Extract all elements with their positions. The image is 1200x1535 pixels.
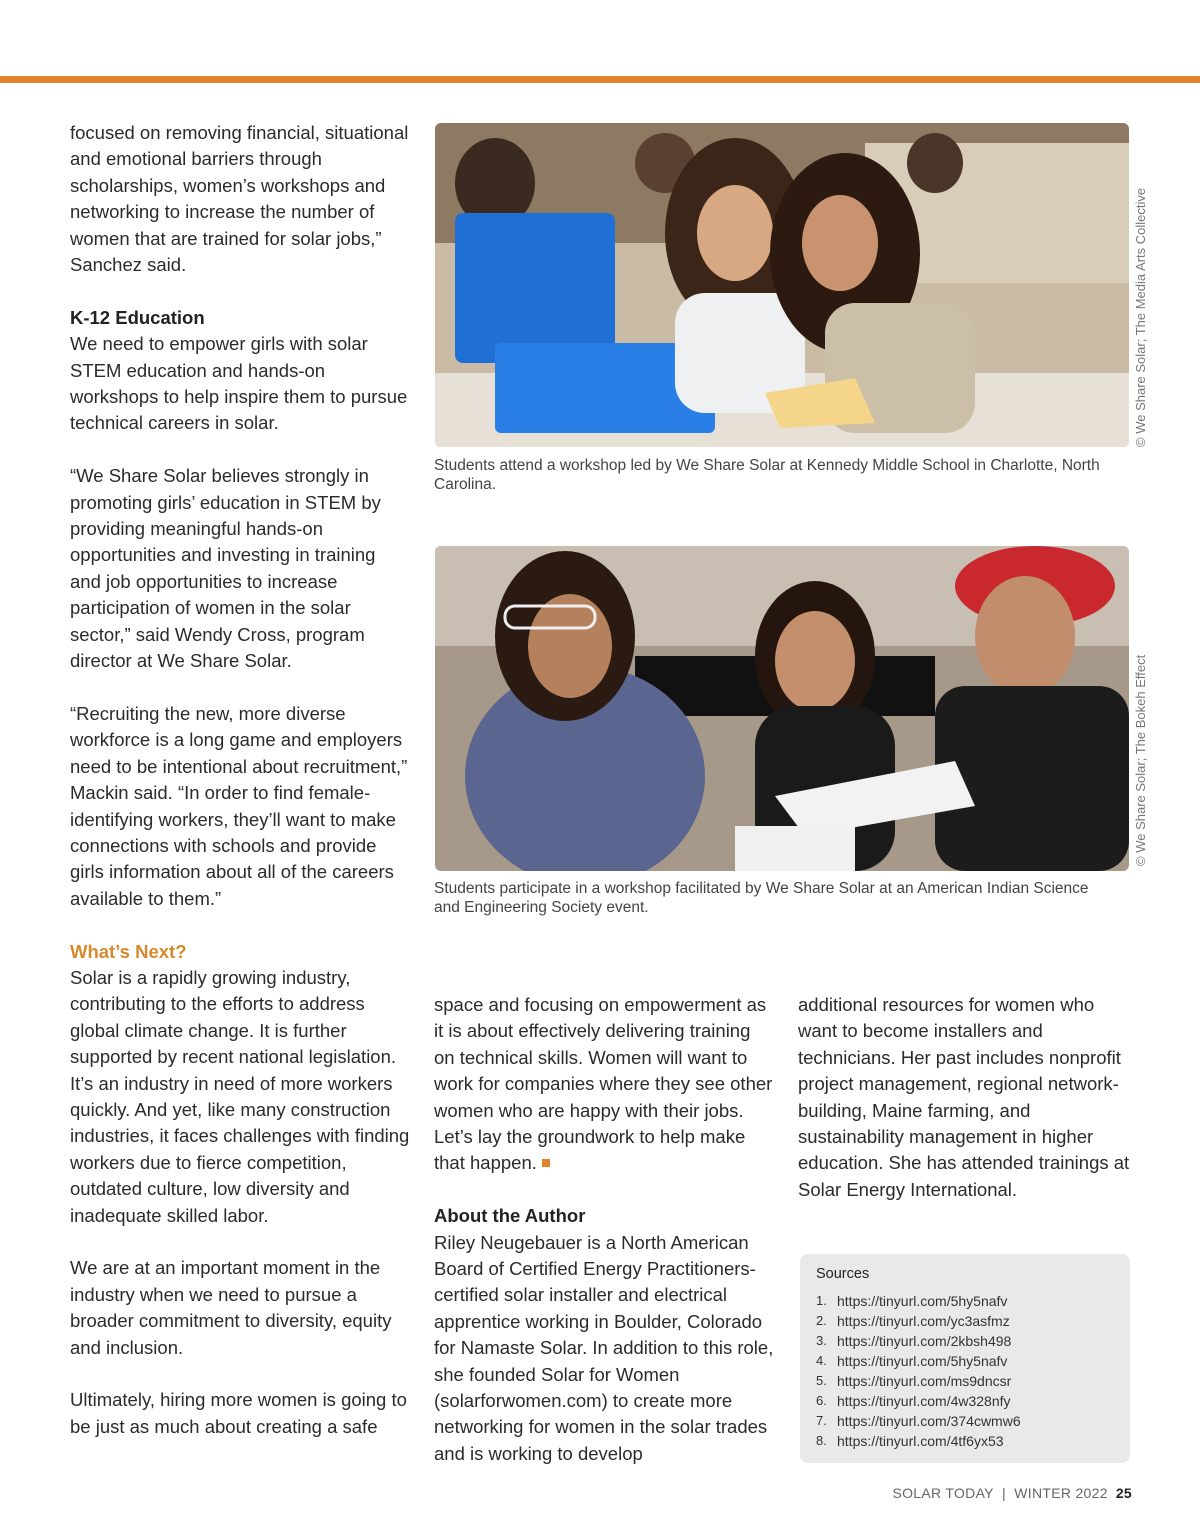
source-link[interactable]: https://tinyurl.com/5hy5nafv: [837, 1353, 1008, 1369]
source-number: 3.: [816, 1333, 827, 1348]
paragraph: [434, 992, 774, 1177]
paragraph: We are at an important moment in the industry when we need to pursue a broader commitment to diversity, equity and inclusion.: [70, 1257, 392, 1358]
paragraph-text: space and focusing on empowerment as it is about effectively delivering training on technical skills. Women will want to work for companies where they see other women who are happy with their jobs. Let’s lay the groundwork to help make that happen.: [434, 994, 773, 1174]
source-link[interactable]: https://tinyurl.com/2kbsh498: [837, 1333, 1012, 1349]
quote-paragraph: “We Share Solar believes strongly in promoting girls’ education in STEM by providing meaningful hands-on opportunities and investing in training and job opportunities to increase participation of women in the solar sector,” said Wendy Cross, program director at We Share Solar.: [70, 465, 381, 672]
sources-list: [816, 1291, 1021, 1451]
section-heading-k12: K-12 Education: [70, 306, 205, 328]
source-item: [816, 1291, 1021, 1311]
photo-caption: Students participate in a workshop facilitated by We Share Solar at an American Indian Science and Engineering Society event.: [434, 880, 1089, 916]
source-link[interactable]: https://tinyurl.com/5hy5nafv: [837, 1293, 1008, 1309]
source-item: [816, 1431, 1021, 1451]
source-item: [816, 1371, 1021, 1391]
article-column-right: [798, 992, 1138, 1203]
source-link[interactable]: https://tinyurl.com/374cwmw6: [837, 1413, 1021, 1429]
source-number: 5.: [816, 1373, 827, 1388]
page-footer: [892, 1485, 1132, 1501]
source-number: 6.: [816, 1393, 827, 1408]
section-heading-about-author: About the Author: [434, 1205, 586, 1227]
section-heading-whats-next: What’s Next?: [70, 940, 187, 962]
publication-issue: SOLAR TODAY | WINTER 2022: [892, 1485, 1108, 1501]
classroom-photo-illustration: [435, 123, 1129, 447]
photo-caption: Students attend a workshop led by We Share Solar at Kennedy Middle School in Charlotte, North Carolina.: [434, 457, 1100, 493]
sources-box: [800, 1254, 1130, 1463]
quote-paragraph: “Recruiting the new, more diverse workforce is a long game and employers need to be intentional about recruitment,” Mackin said. “In order to find female-identifying workers, they’ll want to make connections with schools and provide girls information about all of the careers available to them.”: [70, 702, 408, 909]
workshop-photo-1: [435, 123, 1129, 447]
article-column-middle: [434, 992, 774, 1467]
workshop-photo-2: [435, 546, 1129, 871]
paragraph: We need to empower girls with solar STEM education and hands-on workshops to help inspire them to pursue technical careers in solar.: [70, 333, 408, 434]
source-number: 4.: [816, 1353, 827, 1368]
sources-title: Sources: [816, 1266, 870, 1282]
author-bio: Riley Neugebauer is a North American Board of Certified Energy Practitioners-certified solar installer and electrical apprentice working in Boulder, Colorado for Namaste Solar. In addition to this role, she founded Solar for Women (solarforwomen.com) to create more networking for women in the solar trades and is working to develop: [434, 1231, 774, 1464]
paragraph: focused on removing financial, situational and emotional barriers through scholarships, women’s workshops and networking to increase the number of women that are trained for solar jobs,” Sanchez said.: [70, 122, 409, 276]
page-number: 25: [1115, 1485, 1132, 1501]
photo-credit: © We Share Solar; The Bokeh Effect: [1133, 654, 1148, 866]
source-item: [816, 1331, 1021, 1351]
source-item: [816, 1411, 1021, 1431]
source-number: 1.: [816, 1293, 827, 1308]
source-number: 2.: [816, 1313, 827, 1328]
end-of-article-square-icon: [542, 1159, 550, 1167]
source-link[interactable]: https://tinyurl.com/yc3asfmz: [837, 1313, 1010, 1329]
source-item: [816, 1391, 1021, 1411]
source-number: 8.: [816, 1433, 827, 1448]
source-item: [816, 1311, 1021, 1331]
event-photo-illustration: [435, 546, 1129, 871]
top-accent-rule: [0, 76, 1200, 83]
paragraph: Ultimately, hiring more women is going to be just as much about creating a safe: [70, 1389, 407, 1437]
photo-credit: © We Share Solar; The Media Arts Collective: [1133, 187, 1148, 447]
paragraph: Solar is a rapidly growing industry, contributing to the efforts to address global climate change. It is further supported by recent national legislation. It’s an industry in need of more workers quickly. And yet, like many construction industries, it faces challenges with finding workers due to fierce competition, outdated culture, low diversity and inadequate skilled labor.: [70, 966, 410, 1226]
source-link[interactable]: https://tinyurl.com/4w328nfy: [837, 1393, 1011, 1409]
source-item: [816, 1351, 1021, 1371]
source-link[interactable]: https://tinyurl.com/ms9dncsr: [837, 1373, 1012, 1389]
source-link[interactable]: https://tinyurl.com/4tf6yx53: [837, 1433, 1004, 1449]
source-number: 7.: [816, 1413, 827, 1428]
author-bio-continued: additional resources for women who want to become installers and technicians. Her past includes nonprofit project management, regional network-building, Maine farming, and sustainability management in higher education. She has attended trainings at Solar Energy International.: [798, 994, 1130, 1200]
article-column-left: [70, 120, 410, 1440]
